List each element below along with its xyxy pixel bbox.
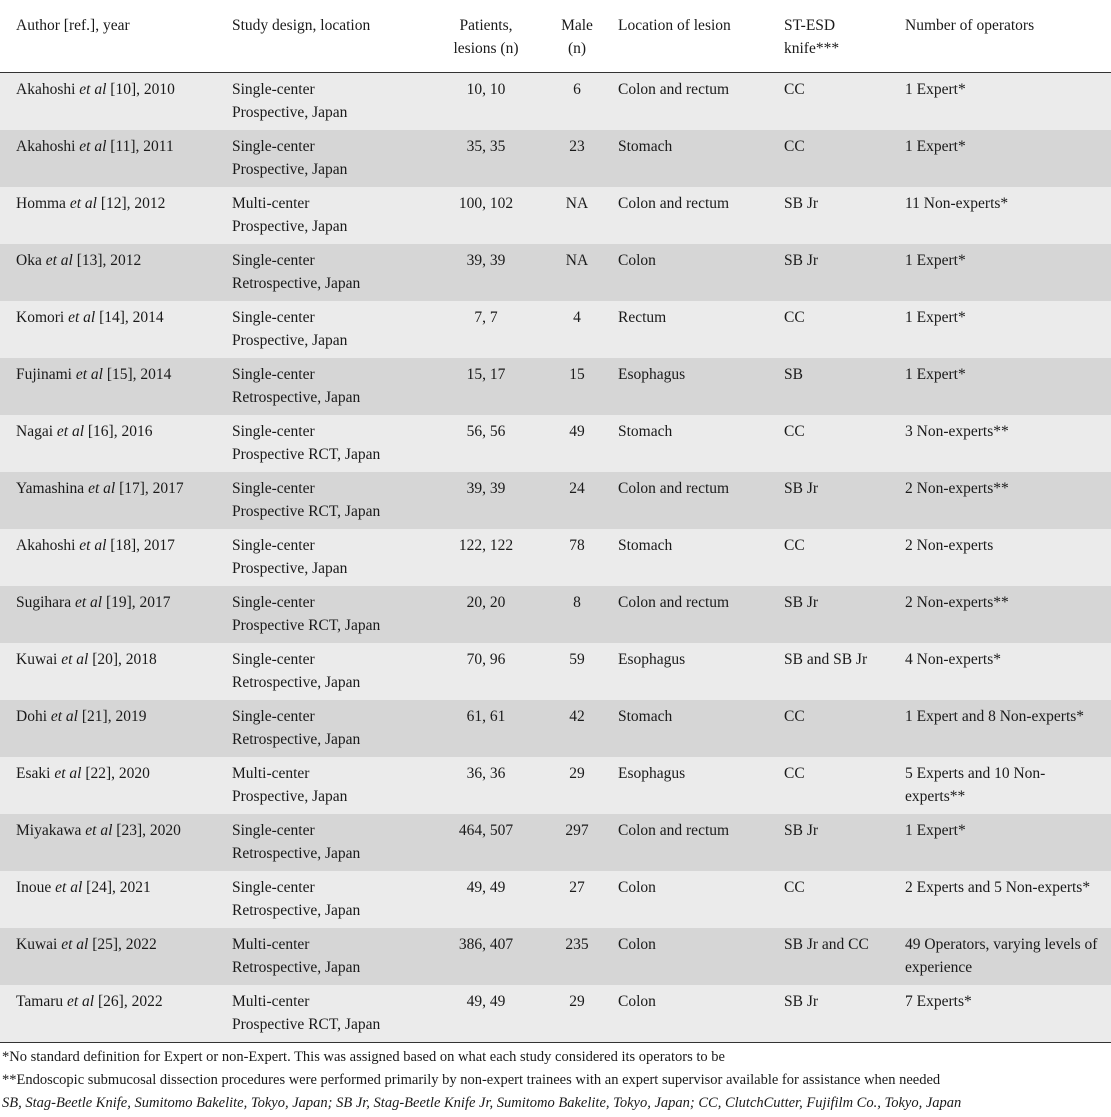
cell-patients: 100, 102 — [428, 187, 544, 244]
table-row — [0, 358, 1111, 415]
cell-design: Single-center Prospective RCT, Japan — [224, 472, 428, 529]
cell-author: Homma et al [12], 2012 — [0, 187, 224, 244]
cell-operators: 2 Non-experts** — [897, 472, 1111, 529]
table-row — [0, 700, 1111, 757]
cell-author: Akahoshi et al [10], 2010 — [0, 73, 224, 131]
cell-male: 8 — [544, 586, 610, 643]
cell-operators: 1 Expert* — [897, 814, 1111, 871]
cell-knife: CC — [776, 301, 897, 358]
cell-lesion: Stomach — [610, 700, 776, 757]
cell-lesion: Colon and rectum — [610, 472, 776, 529]
cell-knife: CC — [776, 415, 897, 472]
cell-design: Single-center Retrospective, Japan — [224, 871, 428, 928]
cell-knife: SB — [776, 358, 897, 415]
cell-operators: 2 Non-experts** — [897, 586, 1111, 643]
cell-design: Single-center Retrospective, Japan — [224, 643, 428, 700]
header-male: Male (n) — [544, 0, 610, 73]
table-row — [0, 301, 1111, 358]
cell-lesion: Colon — [610, 871, 776, 928]
cell-knife: SB Jr — [776, 472, 897, 529]
cell-male: 297 — [544, 814, 610, 871]
cell-operators: 2 Experts and 5 Non-experts* — [897, 871, 1111, 928]
cell-lesion: Stomach — [610, 529, 776, 586]
cell-knife: CC — [776, 700, 897, 757]
cell-author: Akahoshi et al [18], 2017 — [0, 529, 224, 586]
cell-author: Yamashina et al [17], 2017 — [0, 472, 224, 529]
cell-lesion: Esophagus — [610, 358, 776, 415]
cell-design: Single-center Prospective, Japan — [224, 73, 428, 131]
cell-male: 59 — [544, 643, 610, 700]
footnote-abbreviations: SB, Stag-Beetle Knife, Sumitomo Bakelite, Tokyo, Japan; SB Jr, Stag-Beetle Knife Jr, Sumitomo Bakelite, Tokyo, Japan; CC, ClutchCutter, Fujifilm Co., Tokyo, Japan — [2, 1095, 962, 1111]
cell-male: 78 — [544, 529, 610, 586]
cell-author: Oka et al [13], 2012 — [0, 244, 224, 301]
cell-knife: CC — [776, 757, 897, 814]
cell-knife: SB Jr — [776, 814, 897, 871]
cell-design: Single-center Prospective, Japan — [224, 130, 428, 187]
header-design: Study design, location — [224, 0, 428, 73]
cell-male: 23 — [544, 130, 610, 187]
cell-lesion: Colon and rectum — [610, 814, 776, 871]
cell-patients: 49, 49 — [428, 871, 544, 928]
footnote-trainees: **Endoscopic submucosal dissection procedures were performed primarily by non-expert trainees with an expert supervisor available for assistance when needed — [2, 1072, 941, 1088]
cell-knife: SB Jr — [776, 187, 897, 244]
cell-male: 49 — [544, 415, 610, 472]
cell-patients: 70, 96 — [428, 643, 544, 700]
cell-author: Kuwai et al [25], 2022 — [0, 928, 224, 985]
table-row — [0, 472, 1111, 529]
table-row — [0, 244, 1111, 301]
cell-operators: 1 Expert and 8 Non-experts* — [897, 700, 1111, 757]
cell-male: 27 — [544, 871, 610, 928]
cell-author: Dohi et al [21], 2019 — [0, 700, 224, 757]
cell-author: Fujinami et al [15], 2014 — [0, 358, 224, 415]
cell-knife: SB Jr — [776, 985, 897, 1043]
cell-design: Single-center Retrospective, Japan — [224, 814, 428, 871]
cell-patients: 49, 49 — [428, 985, 544, 1043]
table-row — [0, 871, 1111, 928]
cell-operators: 1 Expert* — [897, 73, 1111, 131]
cell-knife: CC — [776, 130, 897, 187]
cell-author: Miyakawa et al [23], 2020 — [0, 814, 224, 871]
cell-operators: 3 Non-experts** — [897, 415, 1111, 472]
table-header-row — [0, 0, 1111, 73]
cell-author: Kuwai et al [20], 2018 — [0, 643, 224, 700]
table-row — [0, 130, 1111, 187]
cell-operators: 2 Non-experts — [897, 529, 1111, 586]
cell-patients: 56, 56 — [428, 415, 544, 472]
cell-lesion: Rectum — [610, 301, 776, 358]
cell-operators: 1 Expert* — [897, 130, 1111, 187]
table-row — [0, 586, 1111, 643]
table-row — [0, 757, 1111, 814]
cell-design: Single-center Prospective RCT, Japan — [224, 586, 428, 643]
table-row — [0, 187, 1111, 244]
table-row — [0, 985, 1111, 1043]
cell-author: Nagai et al [16], 2016 — [0, 415, 224, 472]
cell-male: 24 — [544, 472, 610, 529]
cell-male: 29 — [544, 985, 610, 1043]
cell-knife: SB and SB Jr — [776, 643, 897, 700]
footnote-expert-definition: *No standard definition for Expert or non-Expert. This was assigned based on what each study considered its operators to be — [2, 1049, 725, 1065]
cell-lesion: Colon — [610, 244, 776, 301]
cell-patients: 7, 7 — [428, 301, 544, 358]
cell-operators: 1 Expert* — [897, 244, 1111, 301]
cell-lesion: Colon and rectum — [610, 73, 776, 131]
cell-lesion: Stomach — [610, 415, 776, 472]
cell-design: Multi-center Prospective, Japan — [224, 757, 428, 814]
header-operators: Number of operators — [897, 0, 1111, 73]
cell-male: NA — [544, 187, 610, 244]
cell-patients: 35, 35 — [428, 130, 544, 187]
cell-lesion: Stomach — [610, 130, 776, 187]
cell-operators: 1 Expert* — [897, 301, 1111, 358]
cell-patients: 122, 122 — [428, 529, 544, 586]
cell-male: NA — [544, 244, 610, 301]
cell-patients: 15, 17 — [428, 358, 544, 415]
cell-patients: 36, 36 — [428, 757, 544, 814]
cell-knife: SB Jr — [776, 586, 897, 643]
cell-design: Multi-center Prospective RCT, Japan — [224, 985, 428, 1043]
cell-patients: 39, 39 — [428, 472, 544, 529]
cell-patients: 386, 407 — [428, 928, 544, 985]
cell-operators: 1 Expert* — [897, 358, 1111, 415]
table-row — [0, 73, 1111, 131]
table-row — [0, 529, 1111, 586]
cell-patients: 464, 507 — [428, 814, 544, 871]
cell-author: Esaki et al [22], 2020 — [0, 757, 224, 814]
table-row — [0, 415, 1111, 472]
cell-lesion: Esophagus — [610, 757, 776, 814]
cell-patients: 61, 61 — [428, 700, 544, 757]
cell-author: Inoue et al [24], 2021 — [0, 871, 224, 928]
cell-male: 6 — [544, 73, 610, 131]
cell-male: 4 — [544, 301, 610, 358]
cell-operators: 5 Experts and 10 Non-experts** — [897, 757, 1111, 814]
header-patients: Patients, lesions (n) — [428, 0, 544, 73]
table-row — [0, 814, 1111, 871]
cell-author: Tamaru et al [26], 2022 — [0, 985, 224, 1043]
cell-knife: CC — [776, 871, 897, 928]
cell-lesion: Colon and rectum — [610, 586, 776, 643]
cell-patients: 20, 20 — [428, 586, 544, 643]
cell-operators: 11 Non-experts* — [897, 187, 1111, 244]
table-row — [0, 928, 1111, 985]
cell-operators: 4 Non-experts* — [897, 643, 1111, 700]
cell-design: Single-center Retrospective, Japan — [224, 244, 428, 301]
cell-lesion: Esophagus — [610, 643, 776, 700]
cell-male: 235 — [544, 928, 610, 985]
cell-knife: SB Jr and CC — [776, 928, 897, 985]
cell-author: Komori et al [14], 2014 — [0, 301, 224, 358]
header-author: Author [ref.], year — [0, 0, 224, 73]
cell-design: Multi-center Prospective, Japan — [224, 187, 428, 244]
cell-author: Akahoshi et al [11], 2011 — [0, 130, 224, 187]
table-row — [0, 643, 1111, 700]
cell-male: 15 — [544, 358, 610, 415]
cell-knife: CC — [776, 73, 897, 131]
cell-design: Multi-center Retrospective, Japan — [224, 928, 428, 985]
cell-male: 29 — [544, 757, 610, 814]
cell-lesion: Colon — [610, 985, 776, 1043]
cell-design: Single-center Prospective, Japan — [224, 301, 428, 358]
cell-author: Sugihara et al [19], 2017 — [0, 586, 224, 643]
footnotes — [0, 1043, 1111, 1115]
cell-patients: 10, 10 — [428, 73, 544, 131]
cell-male: 42 — [544, 700, 610, 757]
cell-lesion: Colon — [610, 928, 776, 985]
cell-design: Single-center Prospective RCT, Japan — [224, 415, 428, 472]
cell-design: Single-center Prospective, Japan — [224, 529, 428, 586]
cell-lesion: Colon and rectum — [610, 187, 776, 244]
header-lesion: Location of lesion — [610, 0, 776, 73]
cell-operators: 7 Experts* — [897, 985, 1111, 1043]
cell-knife: SB Jr — [776, 244, 897, 301]
cell-design: Single-center Retrospective, Japan — [224, 358, 428, 415]
header-knife: ST-ESD knife*** — [776, 0, 897, 73]
cell-design: Single-center Retrospective, Japan — [224, 700, 428, 757]
cell-patients: 39, 39 — [428, 244, 544, 301]
cell-operators: 49 Operators, varying levels of experience — [897, 928, 1111, 985]
cell-knife: CC — [776, 529, 897, 586]
